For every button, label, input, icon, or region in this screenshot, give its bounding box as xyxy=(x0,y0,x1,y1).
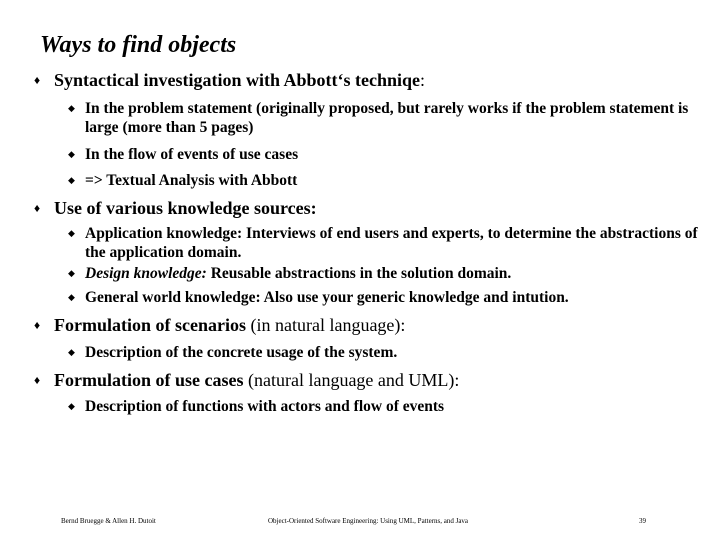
footer-book-title: Object-Oriented Software Engineering: Using UML, Patterns, and Java xyxy=(268,517,469,525)
sub-bullet-design-knowledge xyxy=(68,264,698,283)
sub-bullet-application-knowledge xyxy=(68,224,698,262)
diamond-bullet-icon: ◆ xyxy=(68,292,75,302)
footer-authors: Bernd Bruegge & Allen H. Dutoit xyxy=(61,517,156,525)
bullet-text xyxy=(54,70,425,91)
bullet-text-plain: (in natural language): xyxy=(245,315,406,335)
diamond-bullet-icon: ◆ xyxy=(68,175,75,185)
slide-title: Ways to find objects xyxy=(40,32,237,58)
diamond-bullet-icon: ♦ xyxy=(34,201,41,215)
sub-bullet-world-knowledge xyxy=(68,288,698,307)
bullet-text-plain: : xyxy=(420,70,426,90)
diamond-bullet-icon: ♦ xyxy=(34,73,41,87)
bullet-text xyxy=(54,370,459,391)
sub-bullet-functions-actors xyxy=(68,397,698,416)
sub-bullet-text: Description of the concrete usage of the system. xyxy=(85,344,398,361)
sub-bullet-textual-analysis xyxy=(68,171,698,190)
sub-bullet-text: => Textual Analysis with Abbott xyxy=(85,172,298,189)
design-knowledge-term: Design knowledge: xyxy=(85,265,207,282)
bullet-text xyxy=(54,315,405,336)
sub-bullet-text: General world knowledge: Also use your generic knowledge and intution. xyxy=(85,289,569,306)
sub-bullet-concrete-usage xyxy=(68,343,698,362)
bullet-text-bold: Syntactical investigation with Abbott‘s techniqe xyxy=(54,70,421,90)
diamond-bullet-icon: ◆ xyxy=(68,228,75,238)
diamond-bullet-icon: ◆ xyxy=(68,149,75,159)
sub-bullet-text: Application knowledge: Interviews of end users and experts, to determine the abstractions of the application domain. xyxy=(85,225,698,261)
diamond-bullet-icon: ◆ xyxy=(68,401,75,411)
bullet-text-plain: (natural language and UML): xyxy=(243,370,460,390)
sub-bullet-flow-of-events xyxy=(68,145,698,164)
bullet-text-bold: Formulation of scenarios xyxy=(54,315,246,335)
footer-page-number: 39 xyxy=(639,517,646,525)
sub-bullet-text: In the flow of events of use cases xyxy=(85,146,299,163)
diamond-bullet-icon: ◆ xyxy=(68,103,75,113)
sub-bullet-text: Description of functions with actors and flow of events xyxy=(85,398,445,415)
sub-bullet-problem-statement xyxy=(68,99,698,137)
diamond-bullet-icon: ◆ xyxy=(68,347,75,357)
diamond-bullet-icon: ◆ xyxy=(68,268,75,278)
bullet-text: Use of various knowledge sources: xyxy=(54,198,317,218)
diamond-bullet-icon: ♦ xyxy=(34,318,41,332)
design-knowledge-description: Reusable abstractions in the solution domain. xyxy=(206,265,512,282)
sub-bullet-text xyxy=(85,264,698,283)
sub-bullet-text: In the problem statement (originally proposed, but rarely works if the problem statement is large (more than 5 pages) xyxy=(85,100,689,136)
diamond-bullet-icon: ♦ xyxy=(34,373,41,387)
bullet-text-bold: Formulation of use cases xyxy=(54,370,244,390)
